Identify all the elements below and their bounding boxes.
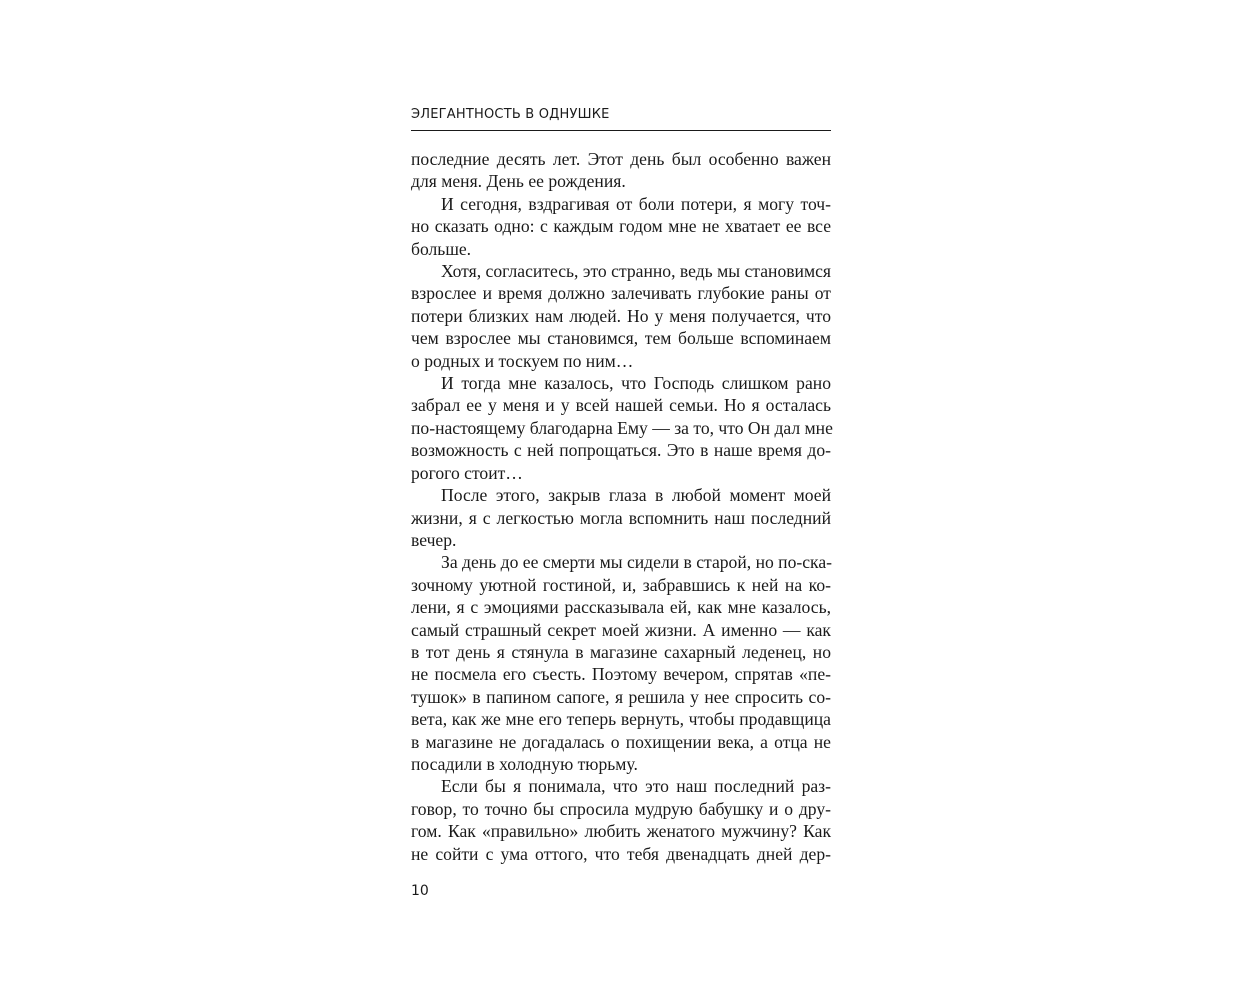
text-line: в магазине не догадалась о похищении века, а отца не [411, 731, 831, 752]
text-line: взрослее и время должно залечивать глубокие раны от [411, 283, 831, 304]
text-line: возможность с ней попрощаться. Это в наше время до- [411, 440, 831, 461]
text-line: гом. Как «правильно» любить женатого мужчину? Как [411, 821, 831, 842]
text-line: посадили в холодную тюрьму. [411, 753, 638, 774]
text-line: чем взрослее мы становимся, тем больше вспоминаем [411, 328, 831, 349]
text-line: о родных и тоскуем по ним… [411, 350, 634, 371]
text-line: вечер. [411, 529, 457, 550]
text-line: забрал ее у меня и у всей нашей семьи. Но я осталась [411, 395, 831, 416]
text-line: тушок» в папином сапоге, я решила у нее спросить со- [411, 686, 831, 707]
text-line: После этого, закрыв глаза в любой момент моей [441, 485, 831, 506]
text-line: потери близких нам людей. Но у меня получается, что [411, 305, 831, 326]
text-line: говор, то точно бы спросила мудрую бабушку и о дру- [411, 798, 831, 819]
text-line: рогого стоит… [411, 462, 523, 483]
text-line: Хотя, согласитесь, это странно, ведь мы становимся [441, 261, 831, 282]
text-line: вета, как же мне его теперь вернуть, чтобы продавщица [411, 709, 831, 730]
text-line: в тот день я стянула в магазине сахарный леденец, но [411, 641, 831, 662]
text-line: зочному уютной гостиной, и, забравшись к ней на ко- [411, 574, 831, 595]
text-line: жизни, я с легкостью могла вспомнить наш последний [411, 507, 831, 528]
text-line: последние десять лет. Этот день был особенно важен [411, 149, 831, 169]
running-title: ЭЛЕГАНТНОСТЬ В ОДНУШКЕ [411, 107, 610, 122]
body-text [411, 148, 831, 865]
text-line: но сказать одно: с каждым годом мне не хватает ее все [411, 216, 831, 237]
text-line: И сегодня, вздрагивая от боли потери, я могу точ- [441, 193, 831, 214]
text-line: для меня. День ее рождения. [411, 171, 626, 192]
text-line: больше. [411, 238, 472, 259]
text-line: За день до ее смерти мы сидели в старой, но по-ска- [441, 552, 833, 573]
text-line: самый страшный секрет моей жизни. А именно — как [411, 619, 831, 640]
text-line: не сойти с ума оттого, что тебя двенадцать дней дер- [411, 843, 831, 864]
text-line: по-настоящему благодарна Ему — за то, что Он дал мне [411, 417, 833, 438]
page-number: 10 [411, 883, 429, 899]
text-line: И тогда мне казалось, что Господь слишком рано [441, 373, 831, 394]
text-line: Если бы я понимала, что это наш последний раз- [441, 776, 831, 797]
text-line: лени, я с эмоциями рассказывала ей, как мне казалось, [411, 597, 831, 618]
header-rule [411, 130, 831, 131]
text-line: не посмела его съесть. Поэтому вечером, спрятав «пе- [411, 664, 831, 685]
